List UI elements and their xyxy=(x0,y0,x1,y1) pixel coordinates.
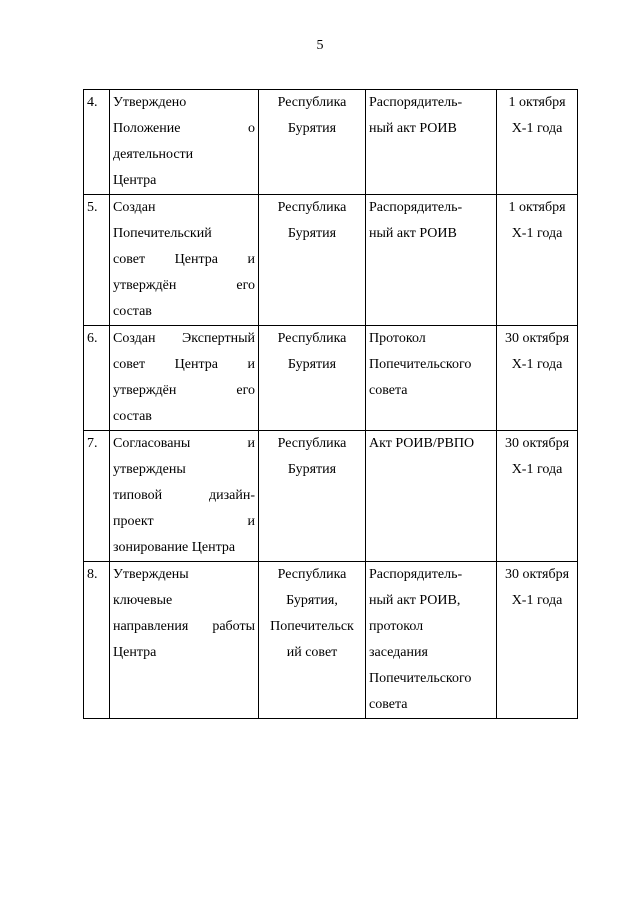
row-number-cell xyxy=(84,326,110,431)
doc-line: Распорядитель- xyxy=(369,200,463,215)
date-line: 30 октября xyxy=(504,331,570,346)
date-cell xyxy=(497,562,578,719)
row-number: 6. xyxy=(87,331,98,346)
date-cell xyxy=(497,90,578,195)
event-line: ключевые xyxy=(113,593,173,608)
event-cell xyxy=(110,195,259,326)
document-cell xyxy=(366,326,497,431)
row-number: 4. xyxy=(87,95,98,110)
event-line: состав xyxy=(113,304,152,319)
level-cell xyxy=(259,90,366,195)
event-line: деятельности xyxy=(113,147,194,162)
row-number-cell xyxy=(84,431,110,562)
doc-line: Распорядитель- xyxy=(369,567,463,582)
level-line: Бурятия, xyxy=(286,593,338,608)
level-cell xyxy=(259,431,366,562)
document-cell xyxy=(366,195,497,326)
event-line: Попечительский xyxy=(113,226,212,241)
event-line: Утверждены xyxy=(113,567,189,582)
row-number: 7. xyxy=(87,436,98,451)
level-line: Республика xyxy=(277,331,347,346)
level-cell xyxy=(259,195,366,326)
event-line: Центра xyxy=(113,173,157,188)
date-cell xyxy=(497,195,578,326)
doc-line: протокол xyxy=(369,619,424,634)
table-row xyxy=(84,195,578,326)
event-line: состав xyxy=(113,409,152,424)
event-line: типовой дизайн- xyxy=(113,488,255,503)
date-line: Х-1 года xyxy=(511,593,563,608)
table-row xyxy=(84,326,578,431)
level-line: Бурятия xyxy=(287,121,337,136)
level-cell xyxy=(259,326,366,431)
row-number-cell xyxy=(84,562,110,719)
date-line: Х-1 года xyxy=(511,226,563,241)
doc-line: Протокол xyxy=(369,331,426,346)
event-line: направления работы xyxy=(113,619,255,634)
event-line: утверждён его xyxy=(113,383,255,398)
page-number: 5 xyxy=(316,38,324,53)
table-row xyxy=(84,562,578,719)
table-row xyxy=(84,431,578,562)
event-line: Согласованы и xyxy=(113,436,255,451)
date-line: Х-1 года xyxy=(511,357,563,372)
event-line: утверждён его xyxy=(113,278,255,293)
date-line: 30 октября xyxy=(504,567,570,582)
event-line: утверждены xyxy=(113,462,186,477)
event-line: Создан Экспертный xyxy=(113,331,255,346)
document-cell xyxy=(366,562,497,719)
doc-line: ный акт РОИВ, xyxy=(369,593,461,608)
doc-line: Акт РОИВ/РВПО xyxy=(369,436,475,451)
doc-line: совета xyxy=(369,697,408,712)
event-line: проект и xyxy=(113,514,255,529)
event-line: Центра xyxy=(113,645,157,660)
document-cell xyxy=(366,431,497,562)
event-line: Утверждено xyxy=(113,95,187,110)
level-line: Бурятия xyxy=(287,226,337,241)
level-line: Республика xyxy=(277,436,347,451)
date-cell xyxy=(497,326,578,431)
level-cell xyxy=(259,562,366,719)
row-number: 5. xyxy=(87,200,98,215)
table-body xyxy=(84,90,578,719)
date-line: 1 октября xyxy=(508,95,566,110)
implementation-plan-table xyxy=(83,89,578,719)
level-line: Республика xyxy=(277,95,347,110)
event-line: зонирование Центра xyxy=(113,540,236,555)
doc-line: ный акт РОИВ xyxy=(369,121,457,136)
event-cell xyxy=(110,562,259,719)
event-line: Положение о xyxy=(113,121,255,136)
event-line: совет Центра и xyxy=(113,357,255,372)
date-line: 30 октября xyxy=(504,436,570,451)
document-cell xyxy=(366,90,497,195)
doc-line: совета xyxy=(369,383,408,398)
doc-line: Распорядитель- xyxy=(369,95,463,110)
row-number: 8. xyxy=(87,567,98,582)
level-line: Республика xyxy=(277,200,347,215)
event-line: совет Центра и xyxy=(113,252,255,267)
date-cell xyxy=(497,431,578,562)
row-number-cell xyxy=(84,90,110,195)
doc-line: Попечительского xyxy=(369,671,472,686)
doc-line: заседания xyxy=(369,645,428,660)
doc-line: ный акт РОИВ xyxy=(369,226,457,241)
date-line: 1 октября xyxy=(508,200,566,215)
level-line: Попечительск xyxy=(270,619,354,634)
level-line: Бурятия xyxy=(287,462,337,477)
event-line: Создан xyxy=(113,200,156,215)
doc-line: Попечительского xyxy=(369,357,472,372)
level-line: Бурятия xyxy=(287,357,337,372)
level-line: ий совет xyxy=(286,645,338,660)
level-line: Республика xyxy=(277,567,347,582)
event-cell xyxy=(110,326,259,431)
date-line: Х-1 года xyxy=(511,121,563,136)
date-line: Х-1 года xyxy=(511,462,563,477)
event-cell xyxy=(110,431,259,562)
table-row xyxy=(84,90,578,195)
row-number-cell xyxy=(84,195,110,326)
event-cell xyxy=(110,90,259,195)
